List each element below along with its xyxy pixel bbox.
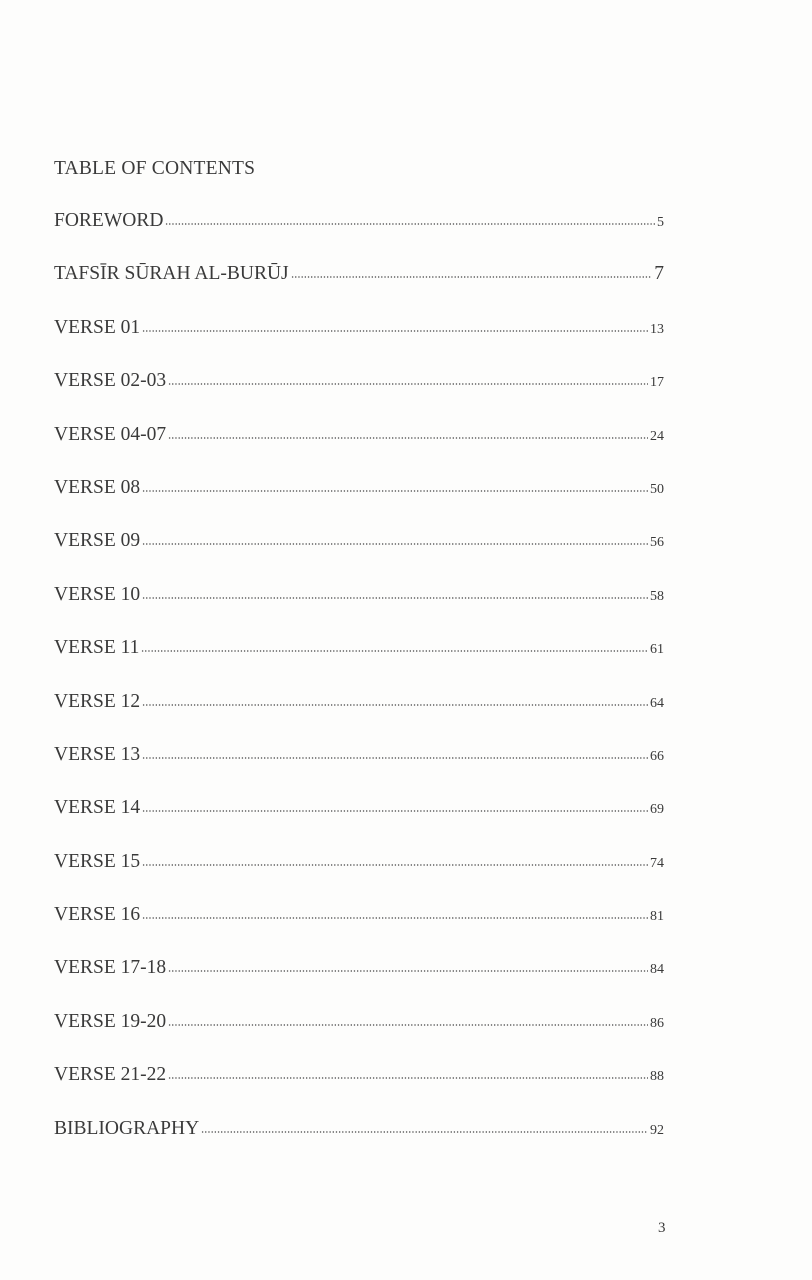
toc-entry-label: VERSE 14: [54, 797, 141, 819]
toc-entry[interactable]: [54, 530, 664, 583]
toc-entry[interactable]: [54, 584, 664, 637]
toc-entry[interactable]: [54, 1011, 664, 1064]
toc-entry[interactable]: [54, 424, 664, 477]
dot-leader: [142, 704, 648, 706]
toc-entry-page: 5: [657, 215, 664, 230]
toc-entry[interactable]: [54, 851, 664, 904]
dot-leader: [142, 757, 648, 759]
toc-entry-page: 61: [650, 642, 664, 658]
dot-leader: [142, 810, 648, 812]
dot-leader: [165, 223, 655, 225]
dot-leader: [142, 917, 648, 919]
toc-entry-label: VERSE 21-22: [54, 1064, 167, 1086]
toc-entry-label: VERSE 17-18: [54, 957, 167, 979]
toc-entry-page: 66: [650, 748, 664, 764]
dot-leader: [142, 597, 648, 599]
toc-entry-label: VERSE 16: [54, 904, 141, 926]
toc-entry-page: 13: [650, 321, 664, 337]
toc-entry[interactable]: [54, 744, 664, 797]
toc-list: [54, 210, 664, 1171]
toc-entry-page: 24: [650, 428, 664, 444]
toc-heading: TABLE OF CONTENTS: [54, 158, 256, 179]
toc-entry-label: TAFSĪR SŪRAH AL-BURŪJ: [54, 263, 289, 285]
dot-leader: [168, 1024, 648, 1026]
toc-entry-label: BIBLIOGRAPHY: [54, 1117, 200, 1139]
toc-entry-page: 81: [650, 909, 664, 925]
toc-entry-label: VERSE 10: [54, 583, 141, 605]
toc-entry[interactable]: [54, 904, 664, 957]
dot-leader: [201, 1131, 648, 1133]
dot-leader: [142, 330, 648, 332]
toc-entry[interactable]: [54, 370, 664, 423]
toc-entry-label: VERSE 12: [54, 690, 141, 712]
toc-entry[interactable]: [54, 210, 664, 263]
toc-entry-label: VERSE 08: [54, 476, 141, 498]
toc-entry[interactable]: [54, 797, 664, 850]
toc-entry-label: VERSE 09: [54, 530, 141, 552]
toc-entry-page: 7: [654, 263, 664, 285]
dot-leader: [168, 1077, 648, 1079]
toc-entry-page: 84: [650, 962, 664, 978]
toc-entry-label: VERSE 15: [54, 850, 141, 872]
toc-entry-page: 88: [650, 1069, 664, 1085]
dot-leader: [168, 437, 648, 439]
toc-entry-page: 56: [650, 535, 664, 551]
dot-leader: [142, 543, 648, 545]
dot-leader: [168, 970, 648, 972]
dot-leader: [142, 864, 648, 866]
toc-entry[interactable]: [54, 957, 664, 1010]
toc-entry-page: 50: [650, 481, 664, 497]
toc-entry[interactable]: [54, 691, 664, 744]
toc-entry[interactable]: [54, 317, 664, 370]
dot-leader: [141, 650, 648, 652]
toc-entry-label: FOREWORD: [54, 210, 164, 231]
toc-entry[interactable]: [54, 637, 664, 690]
dot-leader: [142, 490, 648, 492]
toc-entry-label: VERSE 13: [54, 743, 141, 765]
toc-entry-page: 69: [650, 802, 664, 818]
toc-entry[interactable]: [54, 477, 664, 530]
toc-entry-label: VERSE 04-07: [54, 423, 167, 445]
page-number: 3: [658, 1220, 666, 1236]
toc-entry[interactable]: [54, 1118, 664, 1171]
toc-entry-label: VERSE 01: [54, 316, 141, 338]
toc-entry-page: 17: [650, 375, 664, 391]
toc-entry-label: VERSE 11: [54, 637, 140, 659]
toc-entry[interactable]: [54, 263, 664, 316]
toc-entry-page: 64: [650, 695, 664, 711]
toc-entry-page: 86: [650, 1015, 664, 1031]
toc-entry-page: 74: [650, 855, 664, 871]
dot-leader: [291, 276, 653, 278]
toc-entry-label: VERSE 19-20: [54, 1010, 167, 1032]
toc-entry[interactable]: [54, 1064, 664, 1117]
dot-leader: [168, 383, 648, 385]
toc-entry-page: 58: [650, 588, 664, 604]
toc-entry-label: VERSE 02-03: [54, 370, 167, 392]
toc-entry-page: 92: [650, 1122, 664, 1138]
